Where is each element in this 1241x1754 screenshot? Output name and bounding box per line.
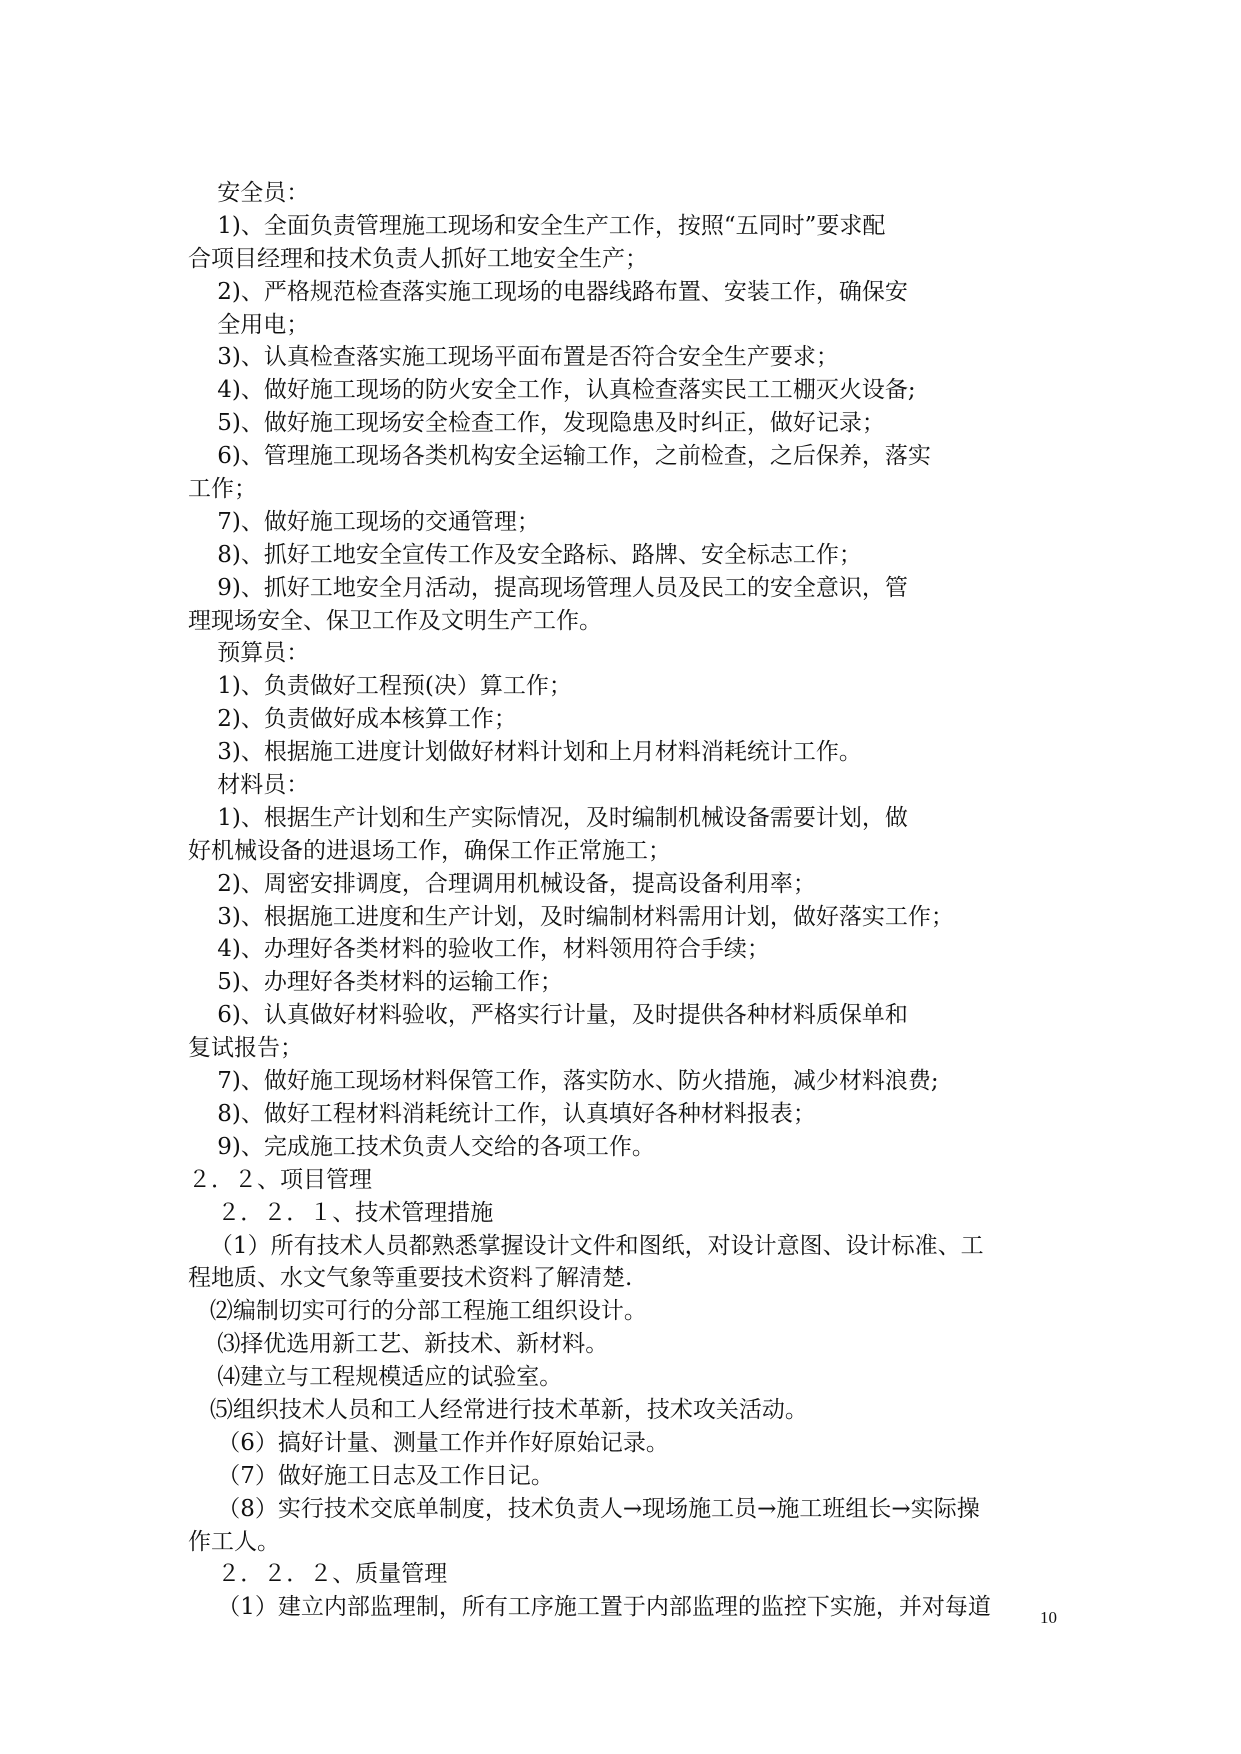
text-line: 9)、完成施工技术负责人交给的各项工作。	[188, 1133, 655, 1160]
text-line: 4)、办理好各类材料的验收工作，材料领用符合手续；	[188, 936, 770, 963]
text-line: 3)、认真检查落实施工现场平面布置是否符合安全生产要求；	[188, 344, 839, 371]
text-line: 4)、做好施工现场的防火安全工作，认真检查落实民工工棚灭火设备;	[188, 377, 916, 404]
text-line: 理现场安全、保卫工作及文明生产工作。	[188, 607, 602, 634]
text-line: ⑸组织技术人员和工人经常进行技术革新，技术攻关活动。	[188, 1396, 808, 1423]
section-heading: ２．２、项目管理	[188, 1166, 372, 1193]
text-line: 5)、做好施工现场安全检查工作，发现隐患及时纠正，做好记录；	[188, 410, 885, 437]
text-line: 2)、严格规范检查落实施工现场的电器线路布置、安装工作，确保安	[188, 278, 908, 305]
text-line: ⑵编制切实可行的分部工程施工组织设计。	[188, 1298, 647, 1325]
text-line: 作工人。	[188, 1528, 280, 1555]
text-line: （8）实行技术交底单制度，技术负责人→现场施工员→施工班组长→实际操	[188, 1495, 980, 1522]
text-line: （1）建立内部监理制，所有工序施工置于内部监理的监控下实施，并对每道	[188, 1594, 991, 1621]
text-line: 6)、管理施工现场各类机构安全运输工作，之前检查，之后保养，落实	[188, 443, 931, 470]
text-line: 3)、根据施工进度和生产计划，及时编制材料需用计划，做好落实工作；	[188, 903, 954, 930]
text-line: 安全员：	[188, 180, 310, 206]
body-text	[188, 177, 1068, 1624]
text-line: 1)、全面负责管理施工现场和安全生产工作，按照“五同时”要求配	[188, 212, 886, 239]
text-line: 2)、负责做好成本核算工作；	[188, 706, 517, 733]
text-line: 材料员：	[188, 772, 310, 799]
subsection-heading: ２．２．２、质量管理	[188, 1561, 448, 1588]
text-line: 1)、根据生产计划和生产实际情况，及时编制机械设备需要计划，做	[188, 804, 908, 831]
text-line: 好机械设备的进退场工作，确保工作正常施工；	[188, 837, 671, 864]
text-line: （6）搞好计量、测量工作并作好原始记录。	[188, 1429, 669, 1456]
subsection-heading: ２．２．１、技术管理措施	[188, 1199, 494, 1226]
text-line: 合项目经理和技术负责人抓好工地安全生产；	[188, 245, 648, 272]
text-line: 复试报告；	[188, 1035, 303, 1062]
text-line: 程地质、水文气象等重要技术资料了解清楚.	[188, 1265, 633, 1292]
page-number: 10	[1040, 1608, 1057, 1627]
text-line: （7）做好施工日志及工作日记。	[188, 1462, 554, 1489]
text-line: ⑶择优选用新工艺、新技术、新材料。	[188, 1331, 609, 1358]
text-line: 工作；	[188, 476, 257, 503]
text-line: 全用电；	[188, 311, 310, 338]
text-line: 8)、抓好工地安全宣传工作及安全路标、路牌、安全标志工作；	[188, 541, 862, 568]
text-line: 9)、抓好工地安全月活动，提高现场管理人员及民工的安全意识，管	[188, 574, 908, 601]
text-line: （1）所有技术人员都熟悉掌握设计文件和图纸，对设计意图、设计标准、工	[188, 1232, 984, 1259]
text-line: 预算员：	[188, 640, 310, 667]
text-line: 2)、周密安排调度，合理调用机械设备，提高设备利用率；	[188, 870, 816, 897]
text-line: 7)、做好施工现场的交通管理；	[188, 508, 540, 535]
text-line: 1)、负责做好工程预(决）算工作；	[188, 673, 572, 700]
text-line: 3)、根据施工进度计划做好材料计划和上月材料消耗统计工作。	[188, 739, 862, 766]
text-line: 8)、做好工程材料消耗统计工作，认真填好各种材料报表；	[188, 1100, 816, 1127]
text-line: 6)、认真做好材料验收，严格实行计量，及时提供各种材料质保单和	[188, 1002, 908, 1029]
text-line: 5)、办理好各类材料的运输工作；	[188, 969, 563, 996]
text-line: ⑷建立与工程规模适应的试验室。	[188, 1364, 563, 1391]
text-line: 7)、做好施工现场材料保管工作，落实防水、防火措施，减少材料浪费;	[188, 1068, 939, 1095]
